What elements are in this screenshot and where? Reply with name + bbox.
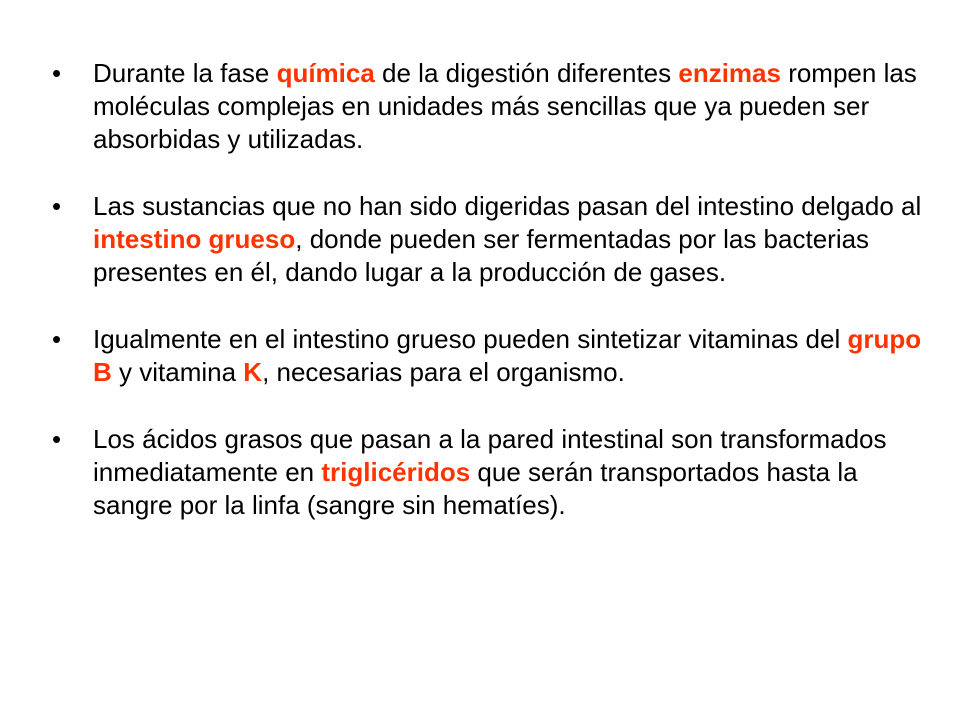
- text-segment: que serán transportados hasta la sangre por la linfa (sangre sin hematíes).: [93, 457, 858, 520]
- bullet-text: [93, 58, 917, 154]
- text-segment: de la digestión diferentes: [374, 58, 679, 88]
- bullet-dot-icon: •: [52, 424, 62, 454]
- highlight-term: química: [276, 58, 375, 88]
- text-segment: , donde pueden ser fermentadas por las bacterias presentes en él, dando lugar a la producción de gases.: [93, 224, 870, 287]
- bullet-dot-icon: •: [52, 324, 62, 354]
- bullet-item-vitamins: [52, 323, 922, 389]
- text-segment: Igualmente en el intestino grueso pueden sintetizar vitaminas del: [93, 324, 848, 354]
- bullet-item-chemical-phase: [52, 57, 922, 156]
- bullet-text: [93, 191, 921, 287]
- bullet-item-fatty-acids: [52, 423, 922, 522]
- bullet-item-large-intestine: [52, 190, 922, 289]
- highlight-term: grupo B: [93, 324, 922, 387]
- bullet-dot-icon: •: [52, 58, 62, 88]
- bullet-list: [52, 57, 922, 522]
- highlight-term: enzimas: [678, 58, 781, 88]
- text-segment: Las sustancias que no han sido digeridas pasan del intestino delgado al: [93, 191, 922, 221]
- text-segment: y vitamina: [111, 357, 244, 387]
- text-segment: Los ácidos grasos que pasan a la pared intestinal son transformados inmediatamente en: [93, 424, 887, 487]
- text-segment: rompen las moléculas complejas en unidades más sencillas que ya pueden ser absorbidas y utilizadas.: [93, 58, 917, 154]
- text-segment: , necesarias para el organismo.: [262, 357, 625, 387]
- bullet-dot-icon: •: [52, 191, 62, 221]
- highlight-term: triglicéridos: [321, 457, 471, 487]
- bullet-text: [93, 324, 921, 387]
- text-segment: Durante la fase: [93, 58, 277, 88]
- highlight-term: intestino grueso: [93, 224, 296, 254]
- highlight-term: K: [243, 357, 263, 387]
- bullet-text: [93, 424, 886, 520]
